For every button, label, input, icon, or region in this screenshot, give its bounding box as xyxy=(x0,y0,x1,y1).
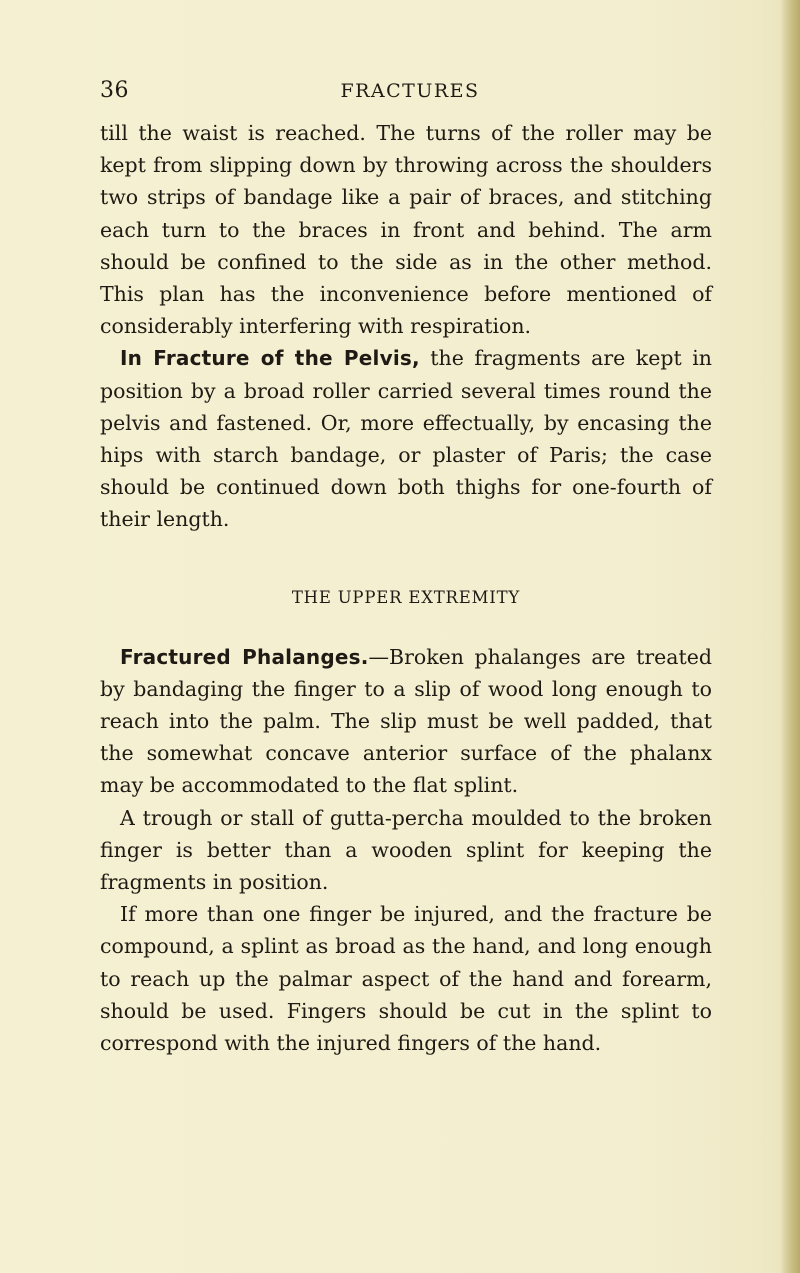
paragraph-text: If more than one finger be injured, and the fracture be compound, a splint as broad as the hand, and long enough to reach up the palmar aspect of the hand and forearm, should be used. Fingers should be cut in the splint to correspond with the injured fingers of the hand. xyxy=(100,902,712,1056)
paragraph xyxy=(100,342,712,535)
paragraph xyxy=(100,898,712,1059)
page-header xyxy=(100,78,720,110)
running-head: FRACTURES xyxy=(340,80,480,102)
paragraph-text: till the waist is reached. The turns of the roller may be kept from slipping down by throwing across the shoulders two strips of bandage like a pair of braces, and stitching each turn to the braces in front and behind. The arm should be confined to the side as in the other method. This plan has the inconvenience before mentioned of considerably interfering with respiration. xyxy=(100,121,712,339)
paragraph xyxy=(100,641,712,802)
paragraph-text: the fragments are kept in position by a broad roller carried several times round the pelvis and fastened. Or, more effectually, by encasing the hips with starch bandage, or plaster of Paris; the case should be continued down both thighs for one-fourth of their length. xyxy=(100,346,712,532)
page-number: 36 xyxy=(100,78,129,103)
run-in-heading: In Fracture of the Pelvis, xyxy=(120,346,420,371)
section-heading: THE UPPER EXTREMITY xyxy=(291,587,521,607)
paragraph xyxy=(100,802,712,899)
paragraph-text: A trough or stall of gutta-percha moulded to the broken finger is better than a wooden splint for keeping the fragments in position. xyxy=(100,805,712,895)
page-body xyxy=(100,117,712,1059)
paragraph-text: —Broken phalanges are treated by bandaging the finger to a slip of wood long enough to reach into the palm. The slip must be well padded, that the somewhat concave anterior surface of the phalanx may be accommodated to the flat splint. xyxy=(100,644,712,798)
run-in-heading: Fractured Phalanges. xyxy=(120,644,369,669)
paragraph xyxy=(100,117,712,342)
page-edge xyxy=(786,0,800,1273)
